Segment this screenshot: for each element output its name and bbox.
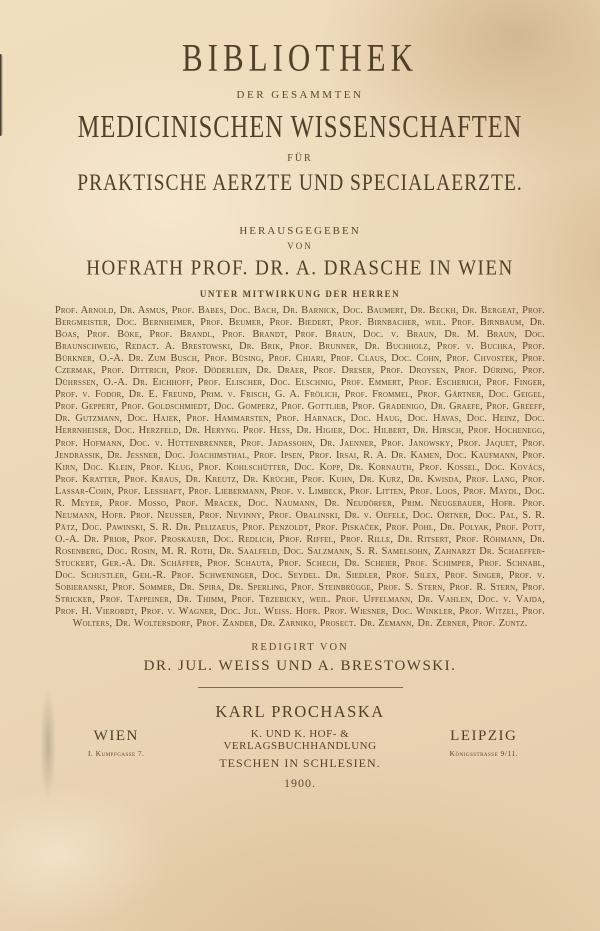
redaction-editors: DR. JUL. WEISS UND A. BRESTOWSKI. xyxy=(143,658,457,675)
editor-name: HOFRATH PROF. DR. A. DRASCHE IN WIEN xyxy=(86,256,514,280)
series-main-title: MEDICINISCHEN WISSENSCHAFTEN xyxy=(77,109,523,145)
von-label: VON xyxy=(287,241,313,251)
imprint-center xyxy=(178,728,423,771)
series-title: BIBLIOTHEK xyxy=(182,35,418,80)
series-connector: FÜR xyxy=(287,153,313,164)
divider-rule xyxy=(198,687,403,688)
imprint-address-wien: I. Kumpfgasse 7. xyxy=(87,749,145,759)
contributors-list: Prof. Arnold, Dr. Asmus, Prof. Babes, Doc. Bach, Dr. Barnick, Doc. Baumert, Dr. Beckh, Dr. Bergeat, Prof. Bergmeister, Doc. Bernheimer, Prof. Beumer, Prof. Biedert, Prof. Birnbacher, weil. Prof. Birnbaum, Dr. Boas, Prof. Böke, Prof. Brandl, Prof. Brandt, Prof. Braun, Doc. v. Braun, Dr. M. Braun, Doc. Braunschweig, Redact. A. Brestowski, Dr. Brik, Prof. Brunner, Dr. Buchholz, Prof. v. Buchka, Prof. Bürkner, O.-A. Dr. Zum Busch, Prof. Büsing, Prof. Chiari, Prof. Claus, Doc. Cohn, Prof. Chvostek, Prof. Czermak, Prof. Dittrich, Prof. Döderlein, Dr. Dräer, Prof. Dreser, Prof. Droysen, Prof. Düring, Prof. Dührssen, O.-A. Dr. Eichhoff, Prof. Elischer, Doc. Elschnig, Prof. Emmert, Prof. Escherich, Prof. Finger, Prof. v. Fodor, Dr. E. Freund, Prim. v. Frisch, G. A. Frölich, Prof. Frommel, Prof. Gärtner, Doc. Geigel, Prof. Geppert, Prof. Goldschmiedt, Doc. Gomperz, Prof. Gottlieb, Prof. Gradenigo, Dr. Graefe, Prof. Greeff, Dr. Gutzmann, Doc. Hajek, Prof. Hammarsten, Prof. Harnack, Doc. Haug, Doc. Havas, Doc. Heinz, Doc. Herrnheiser, Doc. Herzfeld, Dr. Heryng. Prof. Hess, Dr. Higier, Doc. Hilbert, Dr. Hirsch, Prof. Hochenegg, Prof. Hofmann, Doc. v. Hüttenbrenner, Prof. Jadassohn, Dr. Jaenner, Prof. Janowsky, Prof. Jaquet, Prof. Jendrassik, Dr. Jessner, Doc. Joachimsthal, Prof. Ipsen, Prof. Irsai, R. A. Dr. Kamen, Doc. Kaufmann, Prof. Kirn, Doc. Klein, Prof. Klug, Prof. Kohlschütter, Doc. Kopp, Dr. Kornauth, Prof. Kossel, Doc. Kovács, Prof. Kratter, Prof. Kraus, Dr. Kreutz, Dr. Krüche, Prof. Kuhn, Dr. Kurz, Dr. Kwisda, Prof. Lang, Prof. Lassar-Cohn, Prof. Lesshaft, Prof. Liebermann, Prof. v. Limbeck, Prof. Litten, Prof. Loos, Prof. Maydl, Doc. R. Meyer, Prof. Mosso, Prof. Mracek, Doc. Naumann, Dr. Neudörfer, Prim. Neugebauer, Hofr. Prof. Neumann, Hofr. Prof. Neusser, Prof. Nevinny, Prof. Obalinski, Dr. v. Oefele, Doc. Ortner, Doc. Pal, S. R. Pätz, Doc. Pawinski, S. R. Dr. Pelizaeus, Prof. Penzoldt, Prof. Piskaček, Prof. Pohl, Dr. Polyak, Prof. Pott, O.-A. Dr. Prior, Prof. Proskauer, Doc. Redlich, Prof. Riffel, Prof. Rille, Dr. Ritsert, Prof. Röhmann, Dr. Rosenberg, Doc. Rosin, M. R. Roth, Dr. Saalfeld, Doc. Salzmann, S. R. Samelsohn, Zahnarzt Dr. Schaeffer-Stuckert, Ger.-A. Dr. Schäffer, Prof. Schauta, Prof. Schech, Dr. Scheier, Prof. Schimper, Prof. Schnabl, Doc. Schustler, Geh.-R. Prof. Schweninger, Doc. Seydel. Dr. Siedler, Prof. Silex, Prof. Singer, Prof. v. Sobieranski, Prof. Sommer, Dr. Spira, Dr. Sperling, Prof. Steinbrügge, Prof. S. Stern, Prof. R. Stern, Prof. Stricker, Prof. Tappeiner, Dr. Thimm, Prof. Trzebicky, weil. Prof. Uffelmann, Dr. Vahlen, Doc. v. Vajda, Prof. H. Vierordt, Prof. v. Wagner, Doc. Jul. Weiss. Hofr. Prof. Wiesner, Doc. Winkler, Prof. Witzel, Prof. Wolters, Dr. Woltersdorf, Prof. Zander, Dr. Zarniko, Prosect. Dr. Zemann, Dr. Zerner, Prof. Zuntz. xyxy=(55,305,545,630)
publication-year: 1900. xyxy=(284,776,316,791)
series-subtitle: DER GESAMMTEN xyxy=(236,89,364,101)
herausgegeben-label: HERAUSGEGEBEN xyxy=(239,225,361,237)
mitwirkung-label: UNTER MITWIRKUNG DER HERREN xyxy=(199,289,401,299)
imprint-city-leipzig: LEIPZIG xyxy=(450,728,518,745)
imprint-city-wien: WIEN xyxy=(93,728,139,745)
publisher-name: KARL PROCHASKA xyxy=(215,702,385,722)
imprint-right xyxy=(423,728,546,758)
imprint-address-leipzig: Königsstrasse 9/11. xyxy=(449,749,518,759)
imprint-row xyxy=(55,728,545,771)
redigirt-label: REDIGIRT VON xyxy=(251,642,349,654)
imprint-left xyxy=(55,728,178,758)
imprint-publisher-type: K. UND K. HOF- & VERLAGSBUCHHANDLUNG xyxy=(223,728,377,753)
series-audience: PRAKTISCHE AERZTE UND SPECIALAERZTE. xyxy=(77,170,523,196)
imprint-publisher-location: TESCHEN IN SCHLESIEN. xyxy=(219,756,381,771)
